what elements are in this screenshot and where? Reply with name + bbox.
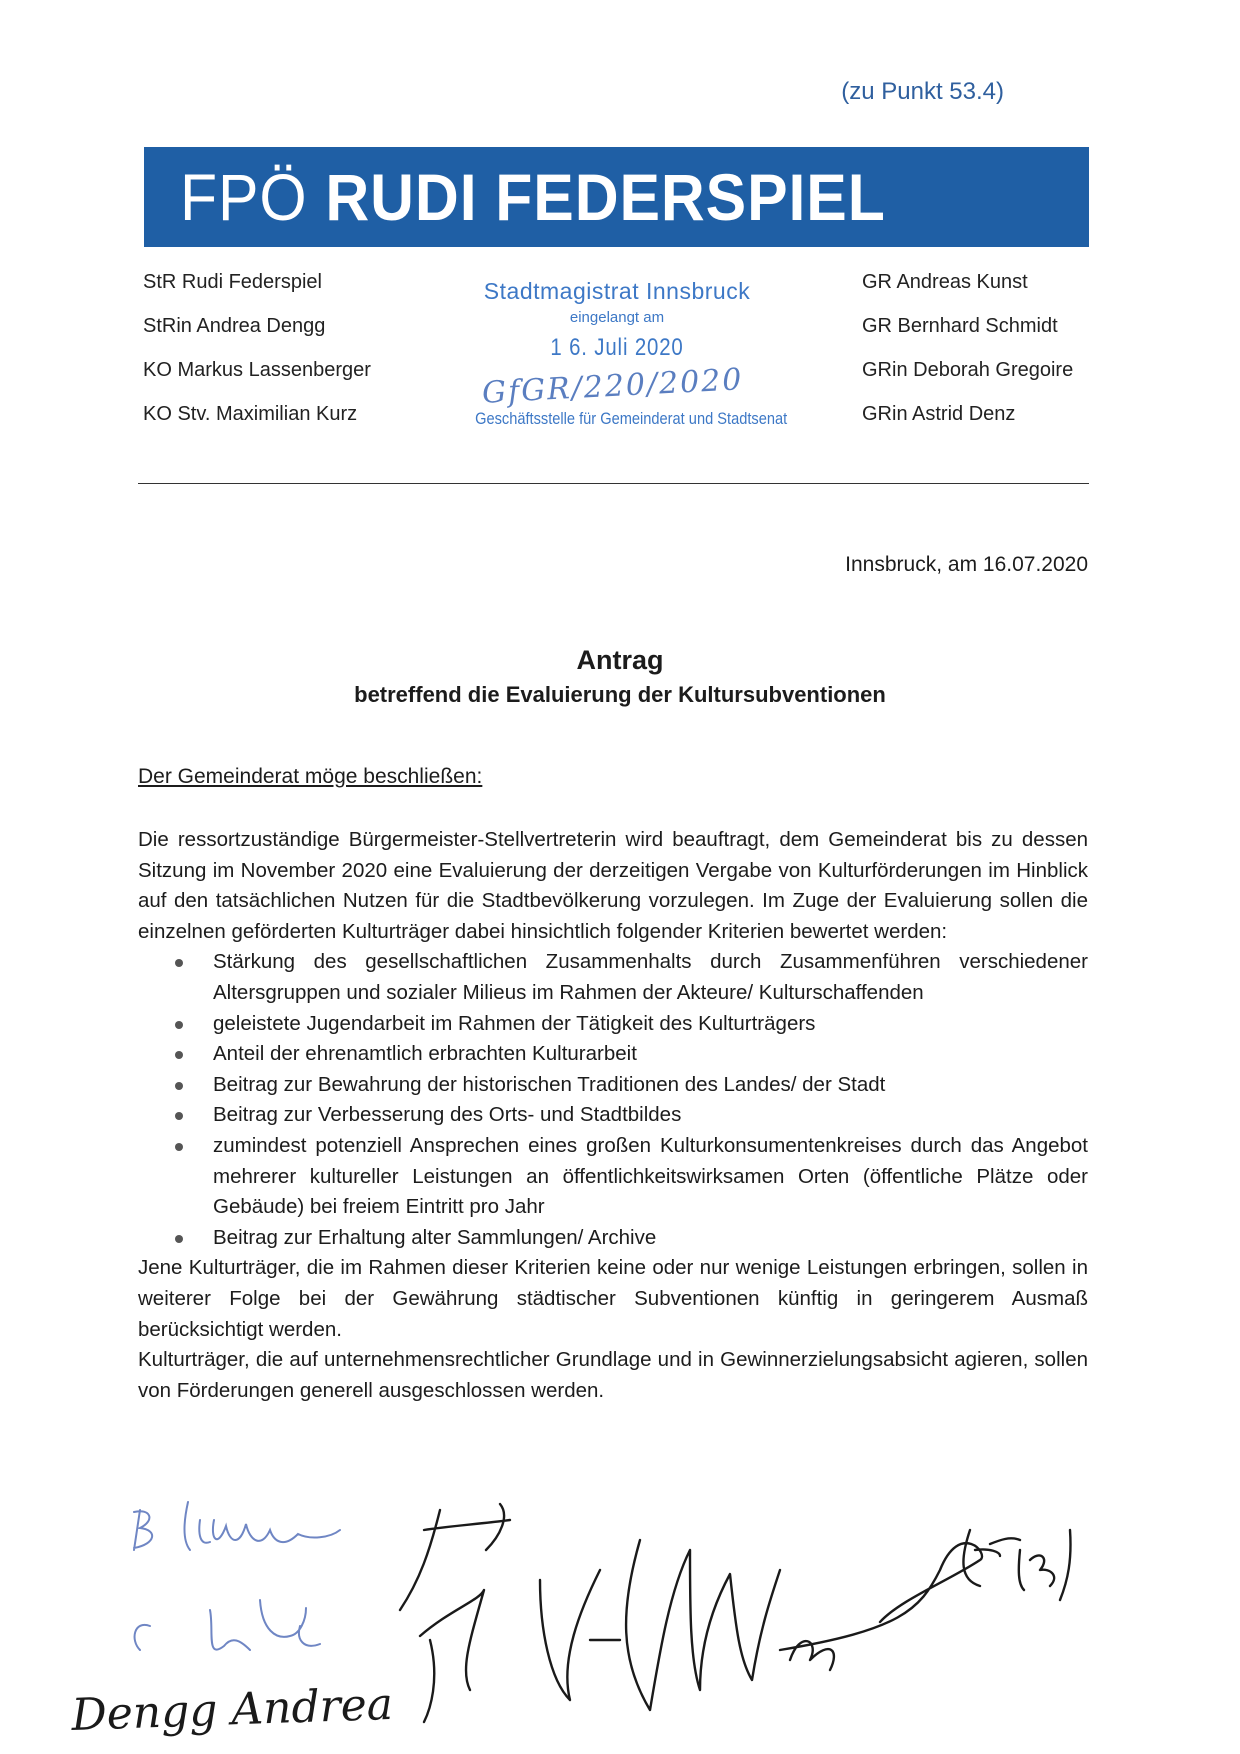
criteria-item: Beitrag zur Erhaltung alter Sammlungen/ Archive [213,1223,1088,1254]
criteria-item: Stärkung des gesellschaftlichen Zusammenhalts durch Zusammenführen verschiedener Altersgruppen und sozialer Milieus im Rahmen der Akteure/ Kulturschaffenden [213,947,1088,1008]
signature-schmidt [135,1600,320,1650]
signature-federspiel [626,1540,780,1710]
member-name: StR Rudi Federspiel [143,271,322,293]
intro-paragraph: Die ressortzuständige Bürgermeister-Stellvertreterin wird beauftragt, dem Gemeinderat bis zu dessen Sitzung im November 2020 eine Evaluierung der derzeitigen Vergabe von Kulturförderungen im Hinblick auf den tatsächlichen Nutzen für die Stadtbevölkerung vorzulegen. Im Zuge der Evaluierung sollen die einzelnen geförderten Kulturträger dabei hinsichtlich folgender Kriterien bewertet werden: [138,828,1088,943]
criteria-item: geleistete Jugendarbeit im Rahmen der Tätigkeit des Kulturträgers [213,1009,1088,1040]
banner-name: RUDI FEDERSPIEL [325,160,886,234]
received-stamp [452,278,788,438]
stamp-received-label: eingelangt am [569,309,665,326]
member-name: KO Stv. Maximilian Kurz [143,403,358,425]
header-divider [138,483,1089,484]
banner-text [180,159,886,235]
signature-dengg-text: Dengg Andrea [70,1678,394,1741]
stamp-office: Geschäftsstelle für Gemeinderat und Stadtsenat [475,409,788,428]
criteria-item: Anteil der ehrenamtlich erbrachten Kulturarbeit [213,1039,1088,1070]
member-name: KO Markus Lassenberger [143,359,371,381]
criteria-item: Beitrag zur Verbesserung des Orts- und Stadtbildes [213,1100,1088,1131]
criteria-list [138,947,1088,1253]
agenda-reference: (zu Punkt 53.4) [841,78,1004,105]
member-name: GRin Astrid Denz [862,403,1016,425]
exclusion-paragraph: Kulturträger, die auf unternehmensrechtlicher Grundlage und in Gewinnerzielungsabsicht agieren, sollen von Förderungen generell ausgeschlossen werden. [138,1348,1088,1402]
member-name: GR Bernhard Schmidt [862,315,1058,337]
document-title: Antrag [576,645,664,675]
stamp-date: 1 6. Juli 2020 [550,334,684,361]
members-left-column [143,260,371,436]
conclusion-paragraph: Jene Kulturträger, die im Rahmen dieser Kriterien keine oder nur wenige Leistungen erbringen, sollen in weiterer Folge bei der Gewährung städtischer Subventionen künftig in geringerem Ausmaß berücksichtigt werden. [138,1256,1088,1341]
banner-party: FPÖ [180,160,308,234]
member-name: GRin Deborah Gregoire [862,359,1074,381]
member-name: GR Andreas Kunst [862,271,1028,293]
signature-lassenberger [400,1504,620,1722]
place-date: Innsbruck, am 16.07.2020 [845,553,1088,576]
signatures-area [0,1490,1240,1754]
member-name: StRin Andrea Dengg [143,315,326,337]
criteria-item: zumindest potenziell Ansprechen eines großen Kulturkonsumentenkreises durch das Angebot mehrerer kultureller Leistungen an öffentlichkeitswirksamen Orten (öffentliche Plätze oder Gebäude) bei freiem Eintritt pro Jahr [213,1131,1088,1223]
party-banner [144,147,1089,247]
motion-body [138,825,1088,1406]
signature-kunst [134,1502,340,1550]
stamp-reference: GfGR/220/2020 [481,362,745,411]
stamp-organization: Stadtmagistrat Innsbruck [483,278,751,304]
members-right-column [862,260,1073,436]
signature-denz [780,1543,982,1670]
document-subtitle: betreffend die Evaluierung der Kultursubventionen [354,682,886,707]
signature-kurz [963,1530,1070,1600]
criteria-item: Beitrag zur Bewahrung der historischen Traditionen des Landes/ der Stadt [213,1070,1088,1101]
resolution-heading: Der Gemeinderat möge beschließen: [138,765,483,788]
